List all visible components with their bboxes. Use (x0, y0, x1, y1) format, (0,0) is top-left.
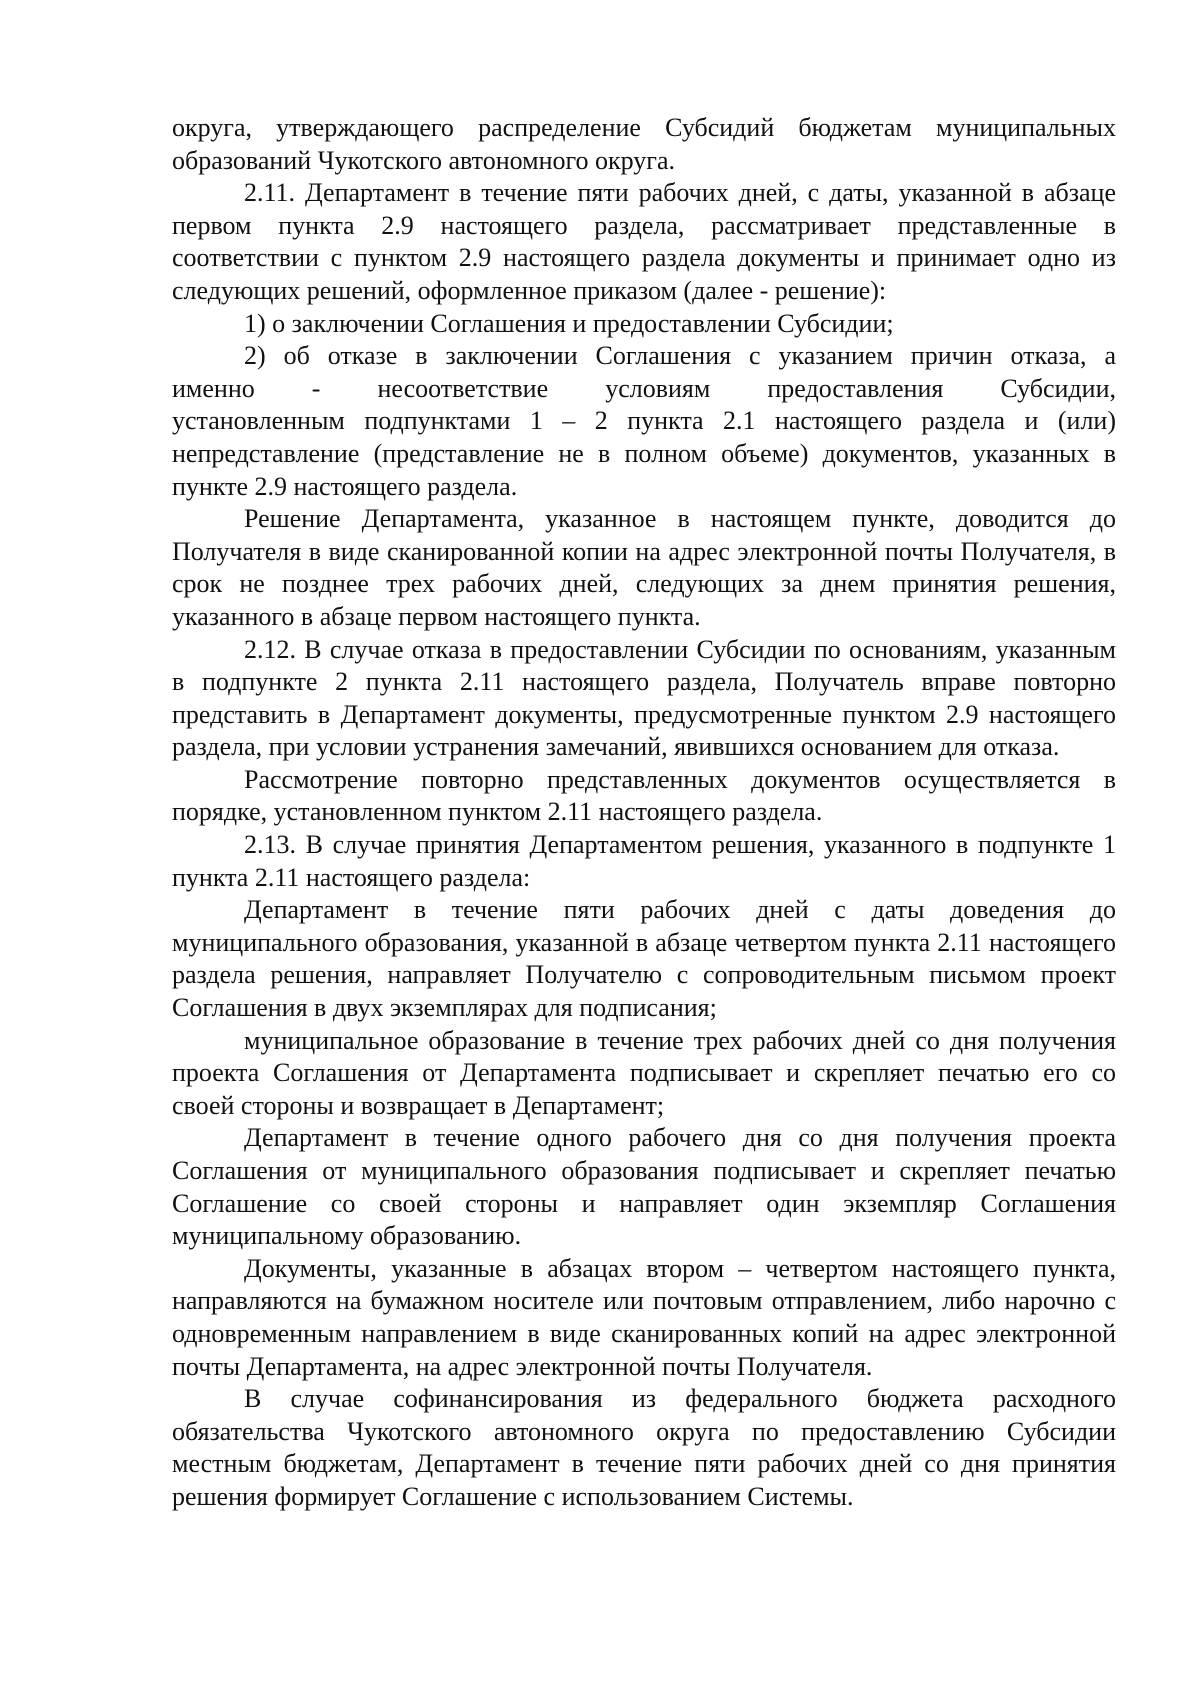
paragraph-2-12: 2.12. В случае отказа в предоставлении Субсидии по основаниям, указанным в подпункте 2 пункта 2.11 настоящего раздела, Получатель вправе повторно представить в Департамент документы, предусмотренные пунктом 2.9 настоящего раздела, при условии устранения замечаний, явившихся основанием для отказа. (172, 634, 1116, 762)
paragraph-2-11: 2.11. Департамент в течение пяти рабочих дней, с даты, указанной в абзаце первом пункта 2.9 настоящего раздела, рассматривает представленные в соответствии с пунктом 2.9 настоящего раздела документы и принимает одно из следующих решений, оформленное приказом (далее - решение): (172, 178, 1116, 305)
paragraph-cofinancing: В случае софинансирования из федерального бюджета расходного обязательства Чукотского автономного округа по предоставлению Субсидии местным бюджетам, Департамент в течение пяти рабочих дней со дня принятия решения формирует Соглашение с использованием Системы. (172, 1384, 1116, 1511)
paragraph-decision-notice: Решение Департамента, указанное в настоящем пункте, доводится до Получателя в виде сканированной копии на адрес электронной почты Получателя, в срок не позднее трех рабочих дней, следующих за днем принятия решения, указанного в абзаце первом настоящего пункта. (172, 504, 1116, 631)
paragraph-2-13: 2.13. В случае принятия Департаментом решения, указанного в подпункте 1 пункта 2.11 настоящего раздела: (172, 830, 1116, 892)
paragraph-continuation: округа, утверждающего распределение Субсидий бюджетам муниципальных образований Чукотского автономного округа. (172, 113, 1116, 175)
paragraph-resubmission: Рассмотрение повторно представленных документов осуществляется в порядке, установленном пунктом 2.11 настоящего раздела. (172, 764, 1116, 827)
paragraph-2-11-item-1: 1) о заключении Соглашения и предоставлении Субсидии; (244, 308, 894, 338)
paragraph-2-13-department: Департамент в течение пяти рабочих дней с даты доведения до муниципального образования, указанной в абзаце четвертом пункта 2.11 настоящего раздела решения, направляет Получателю с сопроводительным письмом проект Соглашения в двух экземплярах для подписания; (172, 895, 1116, 1023)
document-body (172, 112, 1116, 1514)
paragraph-documents-delivery: Документы, указанные в абзацах втором – четвертом настоящего пункта, направляются на бумажном носителе или почтовым отправлением, либо нарочно с одновременным направлением в виде сканированных копий на адрес электронной почты Департамента, на адрес электронной почты Получателя. (172, 1253, 1116, 1381)
paragraph-2-13-municipality: муниципальное образование в течение трех рабочих дней со дня получения проекта Соглашения от Департамента подписывает и скрепляет печатью его со своей стороны и возвращает в Департамент; (172, 1025, 1116, 1120)
paragraph-2-11-item-2-line-1: 2) об отказе в заключении Соглашения с указанием причин отказа, а (244, 341, 1116, 371)
paragraph-2-13-department-sign: Департамент в течение одного рабочего дня со дня получения проекта Соглашения от муниципального образования подписывает и скрепляет печатью Соглашение со своей стороны и направляет один экземпляр Соглашения муниципальному образованию. (172, 1123, 1116, 1251)
paragraph-2-11-item-2-rest: установленным подпунктами 1 – 2 пункта 2.1 настоящего раздела и (или) непредставление (представление не в полном объеме) документов, указанных в пункте 2.9 настоящего раздела. (172, 406, 1116, 501)
paragraph-2-11-item-2-line-2: именно - несоответствие условиям предоставления Субсидии, (172, 373, 1116, 403)
